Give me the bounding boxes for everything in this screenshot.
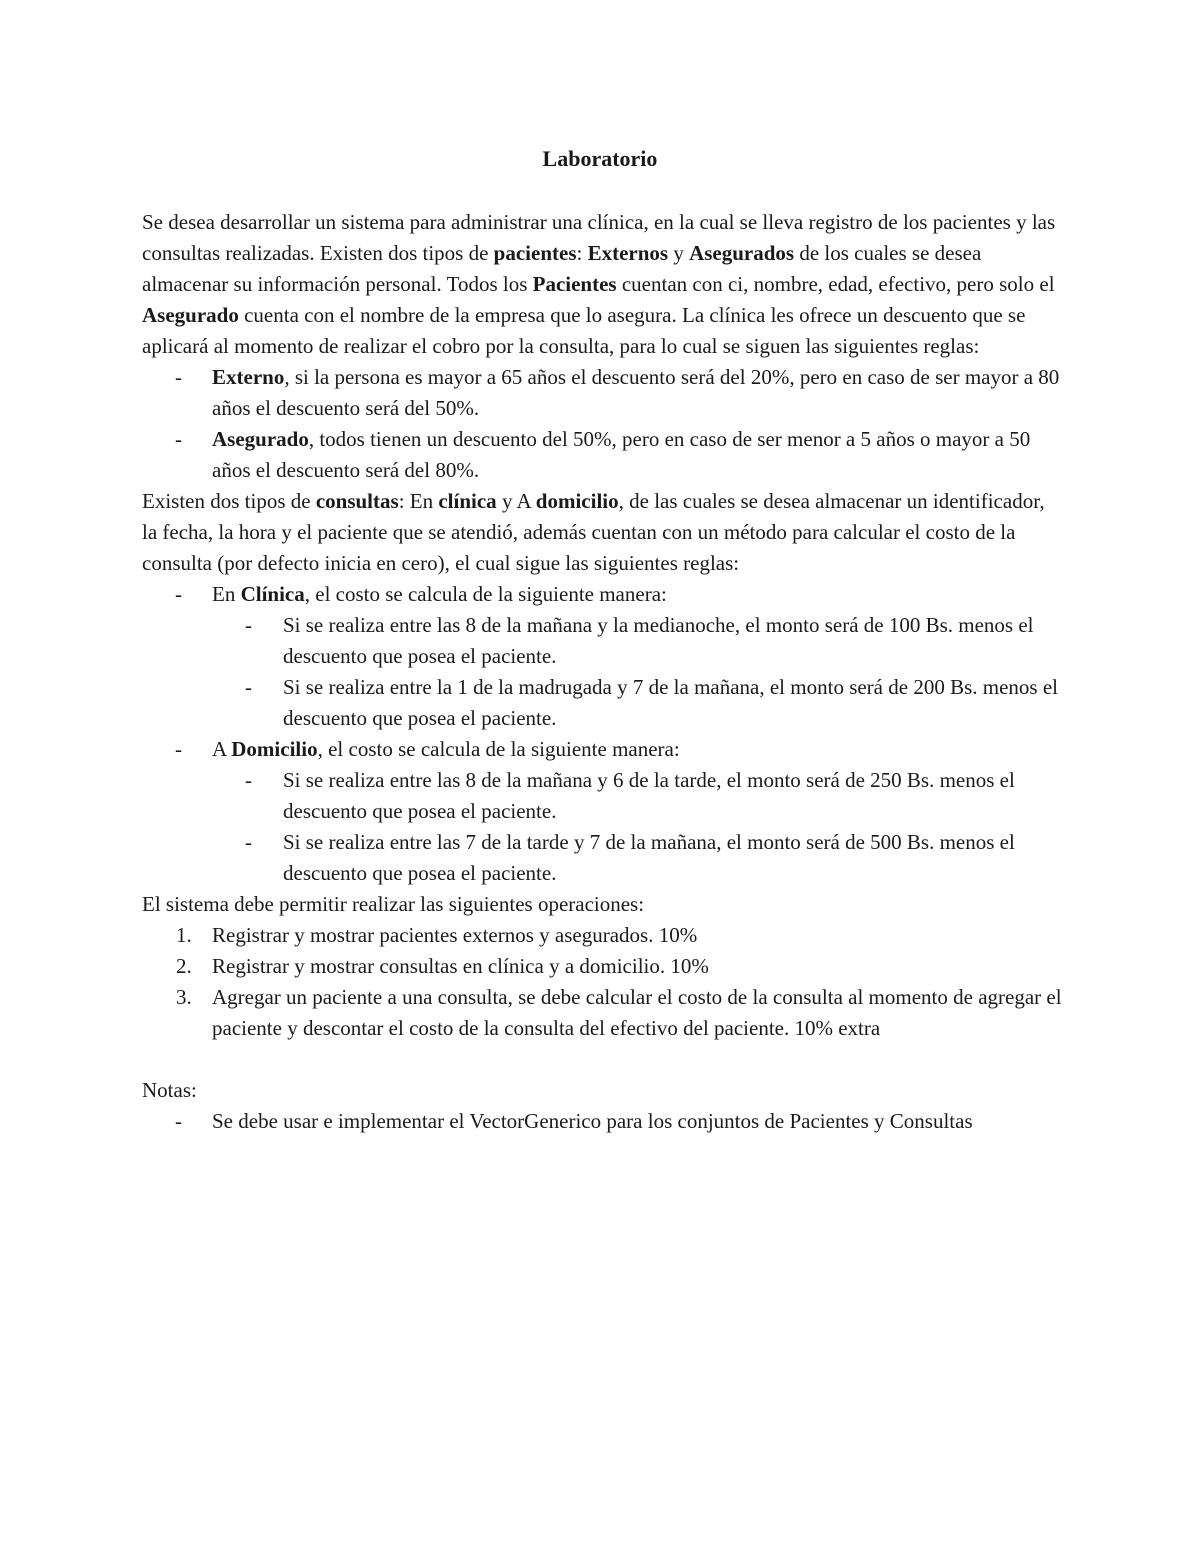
- operations-intro: El sistema debe permitir realizar las siguientes operaciones:: [142, 892, 645, 916]
- rule-asegurado: - Asegurado, todos tienen un descuento del 50%, pero en caso de ser menor a 5 años o mayor a 50 años el descuento será del 80%.: [142, 424, 1062, 486]
- rule-clinica-item: - Si se realiza entre la 1 de la madrugada y 7 de la mañana, el monto será de 200 Bs. menos el descuento que posea el paciente.: [142, 672, 1062, 734]
- rule-domicilio-item: - Si se realiza entre las 7 de la tarde y 7 de la mañana, el monto será de 500 Bs. menos el descuento que posea el paciente.: [142, 827, 1062, 889]
- list-marker: -: [175, 365, 182, 389]
- list-marker: -: [175, 427, 182, 451]
- list-marker: -: [175, 1109, 182, 1133]
- document-title: Laboratorio: [542, 146, 658, 171]
- list-number: 2.: [176, 954, 192, 978]
- rule-clinica-item: - Si se realiza entre las 8 de la mañana y la medianoche, el monto será de 100 Bs. menos el descuento que posea el paciente.: [142, 610, 1062, 672]
- note-item: - Se debe usar e implementar el VectorGenerico para los conjuntos de Pacientes y Consultas: [142, 1106, 1062, 1137]
- list-marker: -: [175, 737, 182, 761]
- consultas-paragraph: Existen dos tipos de consultas: En clínica y A domicilio, de las cuales se desea almacenar un identificador, la fecha, la hora y el paciente que se atendió, además cuentan con un método para calcular el costo de la consulta (por defecto inicia en cero), el cual sigue las siguientes reglas:: [142, 489, 1045, 575]
- list-number: 3.: [176, 985, 192, 1009]
- rule-domicilio-item: - Si se realiza entre las 8 de la mañana y 6 de la tarde, el monto será de 250 Bs. menos el descuento que posea el paciente.: [142, 765, 1062, 827]
- operation-item: 3. Agregar un paciente a una consulta, se debe calcular el costo de la consulta al momento de agregar el paciente y descontar el costo de la consulta del efectivo del paciente. 10% extra: [142, 982, 1062, 1044]
- operation-item: 2. Registrar y mostrar consultas en clínica y a domicilio. 10%: [142, 951, 1062, 982]
- spacer: [142, 1044, 1062, 1075]
- document-body: [142, 207, 1062, 1137]
- list-marker: -: [245, 768, 252, 792]
- list-marker: -: [245, 675, 252, 699]
- rule-domicilio: - A Domicilio, el costo se calcula de la siguiente manera:: [142, 734, 1062, 765]
- operation-item: 1. Registrar y mostrar pacientes externos y asegurados. 10%: [142, 920, 1062, 951]
- list-number: 1.: [176, 923, 192, 947]
- list-marker: -: [245, 613, 252, 637]
- list-marker: -: [175, 582, 182, 606]
- list-marker: -: [245, 830, 252, 854]
- rule-externo: - Externo, si la persona es mayor a 65 años el descuento será del 20%, pero en caso de ser mayor a 80 años el descuento será del 50%.: [142, 362, 1062, 424]
- notes-label: Notas:: [142, 1078, 197, 1102]
- rule-clinica: - En Clínica, el costo se calcula de la siguiente manera:: [142, 579, 1062, 610]
- intro-paragraph: Se desea desarrollar un sistema para administrar una clínica, en la cual se lleva registro de los pacientes y las consultas realizadas. Existen dos tipos de pacientes: Externos y Asegurados de los cuales se desea almacenar su información personal. Todos los Pacientes cuentan con ci, nombre, edad, efectivo, pero solo el Asegurado cuenta con el nombre de la empresa que lo asegura. La clínica les ofrece un descuento que se aplicará al momento de realizar el cobro por la consulta, para lo cual se siguen las siguientes reglas:: [142, 210, 1056, 358]
